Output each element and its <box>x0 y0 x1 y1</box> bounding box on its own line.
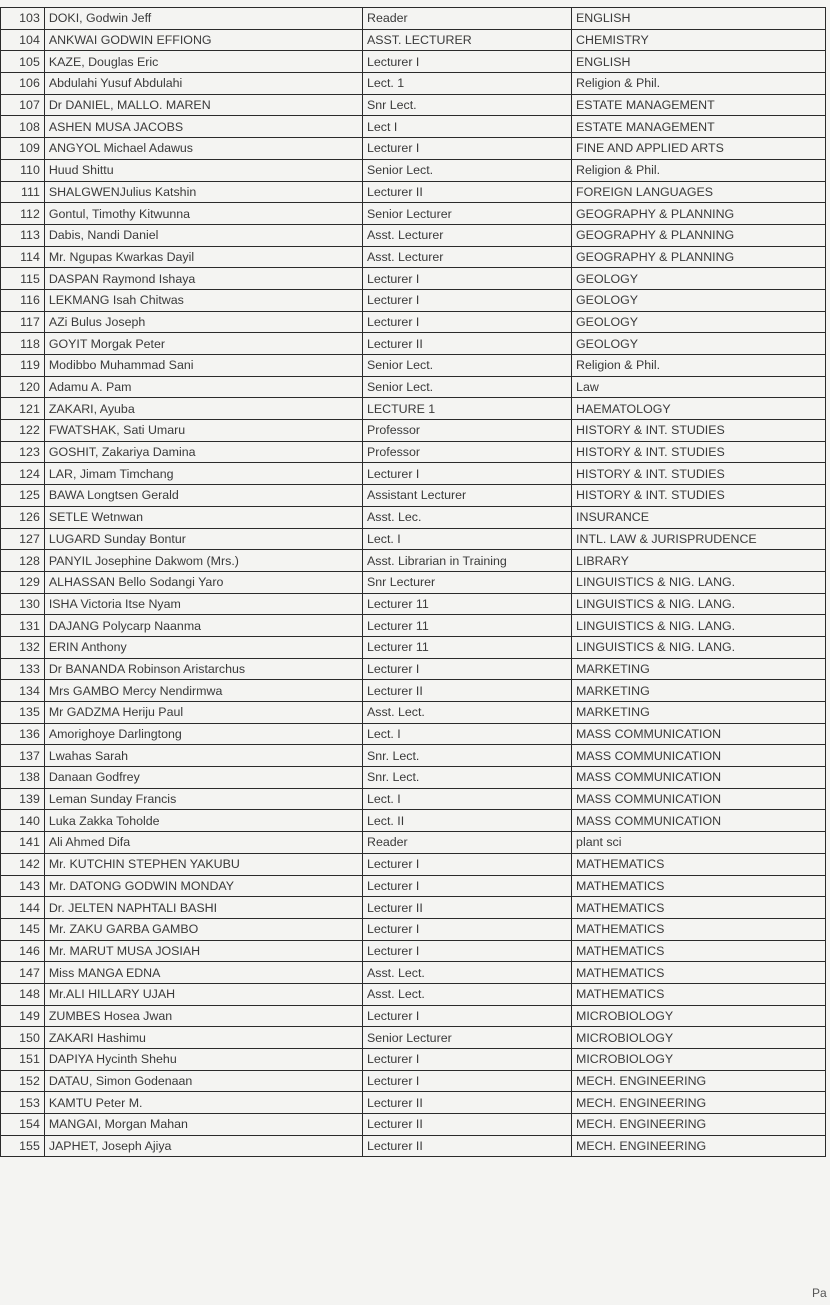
table-row <box>1 832 826 854</box>
table-row <box>1 897 826 919</box>
staff-name-cell: Mrs GAMBO Mercy Nendirmwa <box>44 680 362 702</box>
department-cell: MECH. ENGINEERING <box>572 1135 826 1157</box>
table-row <box>1 485 826 507</box>
rank-cell: Lecturer I <box>363 268 572 290</box>
serial-number-cell: 120 <box>1 376 45 398</box>
table-row <box>1 918 826 940</box>
table-row <box>1 875 826 897</box>
staff-name-cell: Lwahas Sarah <box>44 745 362 767</box>
rank-cell: Lecturer II <box>363 1135 572 1157</box>
rank-cell: Lecturer II <box>363 897 572 919</box>
table-row <box>1 983 826 1005</box>
staff-name-cell: Mr. ZAKU GARBA GAMBO <box>44 918 362 940</box>
table-row <box>1 441 826 463</box>
staff-name-cell: DOKI, Godwin Jeff <box>44 8 362 30</box>
table-row <box>1 289 826 311</box>
staff-name-cell: Miss MANGA EDNA <box>44 962 362 984</box>
table-row <box>1 398 826 420</box>
rank-cell: Lecturer I <box>363 1049 572 1071</box>
staff-name-cell: Danaan Godfrey <box>44 767 362 789</box>
department-cell: MICROBIOLOGY <box>572 1005 826 1027</box>
department-cell: HAEMATOLOGY <box>572 398 826 420</box>
rank-cell: Lecturer II <box>363 1092 572 1114</box>
staff-name-cell: SHALGWENJulius Katshin <box>44 181 362 203</box>
serial-number-cell: 137 <box>1 745 45 767</box>
staff-name-cell: DAPIYA Hycinth Shehu <box>44 1049 362 1071</box>
department-cell: MECH. ENGINEERING <box>572 1070 826 1092</box>
department-cell: MASS COMMUNICATION <box>572 723 826 745</box>
table-row <box>1 138 826 160</box>
table-row <box>1 29 826 51</box>
serial-number-cell: 125 <box>1 485 45 507</box>
table-row <box>1 1092 826 1114</box>
rank-cell: Reader <box>363 832 572 854</box>
rank-cell: Lect I <box>363 116 572 138</box>
department-cell: MATHEMATICS <box>572 940 826 962</box>
table-row <box>1 355 826 377</box>
department-cell: HISTORY & INT. STUDIES <box>572 441 826 463</box>
staff-name-cell: ZAKARI, Ayuba <box>44 398 362 420</box>
serial-number-cell: 112 <box>1 203 45 225</box>
serial-number-cell: 153 <box>1 1092 45 1114</box>
staff-name-cell: LUGARD Sunday Bontur <box>44 528 362 550</box>
staff-name-cell: MANGAI, Morgan Mahan <box>44 1114 362 1136</box>
department-cell: ESTATE MANAGEMENT <box>572 116 826 138</box>
rank-cell: Asst. Lecturer <box>363 246 572 268</box>
department-cell: MARKETING <box>572 680 826 702</box>
table-row <box>1 420 826 442</box>
serial-number-cell: 126 <box>1 506 45 528</box>
serial-number-cell: 133 <box>1 658 45 680</box>
staff-name-cell: SETLE Wetnwan <box>44 506 362 528</box>
staff-name-cell: Amorighoye Darlingtong <box>44 723 362 745</box>
serial-number-cell: 131 <box>1 615 45 637</box>
department-cell: plant sci <box>572 832 826 854</box>
staff-name-cell: Ali Ahmed Difa <box>44 832 362 854</box>
staff-name-cell: Modibbo Muhammad Sani <box>44 355 362 377</box>
serial-number-cell: 103 <box>1 8 45 30</box>
department-cell: INTL. LAW & JURISPRUDENCE <box>572 528 826 550</box>
staff-name-cell: FWATSHAK, Sati Umaru <box>44 420 362 442</box>
rank-cell: Professor <box>363 420 572 442</box>
table-row <box>1 73 826 95</box>
rank-cell: Snr. Lect. <box>363 745 572 767</box>
staff-name-cell: ERIN Anthony <box>44 636 362 658</box>
rank-cell: Lecturer 11 <box>363 636 572 658</box>
table-row <box>1 615 826 637</box>
staff-name-cell: Mr. Ngupas Kwarkas Dayil <box>44 246 362 268</box>
department-cell: MICROBIOLOGY <box>572 1027 826 1049</box>
rank-cell: Lecturer I <box>363 1005 572 1027</box>
department-cell: GEOLOGY <box>572 333 826 355</box>
rank-cell: Asst. Lect. <box>363 702 572 724</box>
rank-cell: Lecturer II <box>363 333 572 355</box>
serial-number-cell: 109 <box>1 138 45 160</box>
table-row <box>1 680 826 702</box>
department-cell: GEOGRAPHY & PLANNING <box>572 246 826 268</box>
serial-number-cell: 136 <box>1 723 45 745</box>
rank-cell: Snr Lecturer <box>363 571 572 593</box>
table-row <box>1 702 826 724</box>
serial-number-cell: 111 <box>1 181 45 203</box>
serial-number-cell: 135 <box>1 702 45 724</box>
department-cell: MATHEMATICS <box>572 962 826 984</box>
table-row <box>1 1005 826 1027</box>
rank-cell: Lecturer 11 <box>363 593 572 615</box>
rank-cell: Reader <box>363 8 572 30</box>
department-cell: GEOLOGY <box>572 268 826 290</box>
department-cell: INSURANCE <box>572 506 826 528</box>
department-cell: LINGUISTICS & NIG. LANG. <box>572 593 826 615</box>
serial-number-cell: 152 <box>1 1070 45 1092</box>
rank-cell: Lecturer I <box>363 289 572 311</box>
serial-number-cell: 149 <box>1 1005 45 1027</box>
department-cell: LINGUISTICS & NIG. LANG. <box>572 615 826 637</box>
staff-name-cell: GOSHIT, Zakariya Damina <box>44 441 362 463</box>
rank-cell: Lecturer I <box>363 311 572 333</box>
rank-cell: Lecturer 11 <box>363 615 572 637</box>
serial-number-cell: 150 <box>1 1027 45 1049</box>
staff-name-cell: ANGYOL Michael Adawus <box>44 138 362 160</box>
serial-number-cell: 108 <box>1 116 45 138</box>
serial-number-cell: 104 <box>1 29 45 51</box>
serial-number-cell: 130 <box>1 593 45 615</box>
serial-number-cell: 116 <box>1 289 45 311</box>
staff-name-cell: Dr DANIEL, MALLO. MAREN <box>44 94 362 116</box>
serial-number-cell: 117 <box>1 311 45 333</box>
table-row <box>1 810 826 832</box>
table-row <box>1 159 826 181</box>
serial-number-cell: 139 <box>1 788 45 810</box>
table-row <box>1 203 826 225</box>
rank-cell: LECTURE 1 <box>363 398 572 420</box>
serial-number-cell: 119 <box>1 355 45 377</box>
department-cell: Law <box>572 376 826 398</box>
serial-number-cell: 154 <box>1 1114 45 1136</box>
rank-cell: Snr Lect. <box>363 94 572 116</box>
rank-cell: Senior Lect. <box>363 355 572 377</box>
department-cell: Religion & Phil. <box>572 355 826 377</box>
rank-cell: Assistant Lecturer <box>363 485 572 507</box>
table-row <box>1 550 826 572</box>
rank-cell: Asst. Lecturer <box>363 224 572 246</box>
rank-cell: Lect. I <box>363 723 572 745</box>
serial-number-cell: 141 <box>1 832 45 854</box>
table-row <box>1 51 826 73</box>
table-row <box>1 636 826 658</box>
serial-number-cell: 143 <box>1 875 45 897</box>
staff-name-cell: ASHEN MUSA JACOBS <box>44 116 362 138</box>
rank-cell: Lecturer I <box>363 51 572 73</box>
serial-number-cell: 123 <box>1 441 45 463</box>
department-cell: LINGUISTICS & NIG. LANG. <box>572 636 826 658</box>
table-row <box>1 528 826 550</box>
department-cell: MASS COMMUNICATION <box>572 788 826 810</box>
department-cell: MARKETING <box>572 702 826 724</box>
staff-name-cell: Luka Zakka Toholde <box>44 810 362 832</box>
staff-table <box>0 7 826 1157</box>
department-cell: MATHEMATICS <box>572 897 826 919</box>
staff-name-cell: KAZE, Douglas Eric <box>44 51 362 73</box>
department-cell: GEOLOGY <box>572 311 826 333</box>
table-row <box>1 658 826 680</box>
staff-name-cell: Mr. DATONG GODWIN MONDAY <box>44 875 362 897</box>
department-cell: MARKETING <box>572 658 826 680</box>
department-cell: MATHEMATICS <box>572 983 826 1005</box>
department-cell: MATHEMATICS <box>572 918 826 940</box>
rank-cell: Senior Lect. <box>363 376 572 398</box>
staff-name-cell: Mr. KUTCHIN STEPHEN YAKUBU <box>44 853 362 875</box>
rank-cell: ASST. LECTURER <box>363 29 572 51</box>
department-cell: Religion & Phil. <box>572 73 826 95</box>
staff-name-cell: Dr. JELTEN NAPHTALI BASHI <box>44 897 362 919</box>
serial-number-cell: 122 <box>1 420 45 442</box>
serial-number-cell: 140 <box>1 810 45 832</box>
staff-name-cell: ANKWAI GODWIN EFFIONG <box>44 29 362 51</box>
serial-number-cell: 155 <box>1 1135 45 1157</box>
serial-number-cell: 121 <box>1 398 45 420</box>
serial-number-cell: 147 <box>1 962 45 984</box>
rank-cell: Lecturer I <box>363 658 572 680</box>
rank-cell: Lect. I <box>363 528 572 550</box>
staff-name-cell: Leman Sunday Francis <box>44 788 362 810</box>
rank-cell: Asst. Lect. <box>363 962 572 984</box>
page-label-fragment: Pa <box>812 1286 827 1300</box>
staff-name-cell: Huud Shittu <box>44 159 362 181</box>
serial-number-cell: 114 <box>1 246 45 268</box>
staff-name-cell: ZUMBES Hosea Jwan <box>44 1005 362 1027</box>
department-cell: MASS COMMUNICATION <box>572 745 826 767</box>
rank-cell: Lecturer II <box>363 680 572 702</box>
staff-name-cell: LEKMANG Isah Chitwas <box>44 289 362 311</box>
serial-number-cell: 127 <box>1 528 45 550</box>
table-row <box>1 311 826 333</box>
department-cell: CHEMISTRY <box>572 29 826 51</box>
staff-name-cell: Dr BANANDA Robinson Aristarchus <box>44 658 362 680</box>
table-row <box>1 463 826 485</box>
department-cell: FINE AND APPLIED ARTS <box>572 138 826 160</box>
department-cell: MATHEMATICS <box>572 875 826 897</box>
staff-name-cell: LAR, Jimam Timchang <box>44 463 362 485</box>
serial-number-cell: 148 <box>1 983 45 1005</box>
department-cell: MASS COMMUNICATION <box>572 810 826 832</box>
rank-cell: Professor <box>363 441 572 463</box>
serial-number-cell: 118 <box>1 333 45 355</box>
rank-cell: Senior Lect. <box>363 159 572 181</box>
department-cell: GEOGRAPHY & PLANNING <box>572 224 826 246</box>
table-row <box>1 376 826 398</box>
serial-number-cell: 142 <box>1 853 45 875</box>
table-row <box>1 962 826 984</box>
department-cell: MICROBIOLOGY <box>572 1049 826 1071</box>
table-row <box>1 940 826 962</box>
rank-cell: Lecturer II <box>363 1114 572 1136</box>
department-cell: GEOLOGY <box>572 289 826 311</box>
table-row <box>1 767 826 789</box>
serial-number-cell: 128 <box>1 550 45 572</box>
table-row <box>1 506 826 528</box>
rank-cell: Snr. Lect. <box>363 767 572 789</box>
staff-name-cell: Abdulahi Yusuf Abdulahi <box>44 73 362 95</box>
table-row <box>1 181 826 203</box>
staff-name-cell: Dabis, Nandi Daniel <box>44 224 362 246</box>
serial-number-cell: 107 <box>1 94 45 116</box>
table-row <box>1 94 826 116</box>
staff-name-cell: ALHASSAN Bello Sodangi Yaro <box>44 571 362 593</box>
rank-cell: Lecturer I <box>363 463 572 485</box>
rank-cell: Senior Lecturer <box>363 1027 572 1049</box>
staff-name-cell: PANYIL Josephine Dakwom (Mrs.) <box>44 550 362 572</box>
table-row <box>1 571 826 593</box>
serial-number-cell: 110 <box>1 159 45 181</box>
department-cell: ENGLISH <box>572 8 826 30</box>
serial-number-cell: 105 <box>1 51 45 73</box>
department-cell: MECH. ENGINEERING <box>572 1092 826 1114</box>
serial-number-cell: 151 <box>1 1049 45 1071</box>
staff-name-cell: BAWA Longtsen Gerald <box>44 485 362 507</box>
table-row <box>1 1070 826 1092</box>
serial-number-cell: 146 <box>1 940 45 962</box>
department-cell: GEOGRAPHY & PLANNING <box>572 203 826 225</box>
staff-name-cell: GOYIT Morgak Peter <box>44 333 362 355</box>
department-cell: HISTORY & INT. STUDIES <box>572 463 826 485</box>
staff-name-cell: Mr. MARUT MUSA JOSIAH <box>44 940 362 962</box>
department-cell: LINGUISTICS & NIG. LANG. <box>572 571 826 593</box>
rank-cell: Lecturer I <box>363 1070 572 1092</box>
staff-name-cell: DATAU, Simon Godenaan <box>44 1070 362 1092</box>
table-row <box>1 788 826 810</box>
staff-name-cell: KAMTU Peter M. <box>44 1092 362 1114</box>
staff-name-cell: Mr GADZMA Heriju Paul <box>44 702 362 724</box>
serial-number-cell: 145 <box>1 918 45 940</box>
table-row <box>1 723 826 745</box>
staff-name-cell: DAJANG Polycarp Naanma <box>44 615 362 637</box>
table-row <box>1 1049 826 1071</box>
table-row <box>1 593 826 615</box>
staff-name-cell: Mr.ALI HILLARY UJAH <box>44 983 362 1005</box>
rank-cell: Asst. Librarian in Training <box>363 550 572 572</box>
department-cell: Religion & Phil. <box>572 159 826 181</box>
staff-name-cell: ZAKARI Hashimu <box>44 1027 362 1049</box>
department-cell: MATHEMATICS <box>572 853 826 875</box>
serial-number-cell: 138 <box>1 767 45 789</box>
staff-name-cell: ISHA Victoria Itse Nyam <box>44 593 362 615</box>
rank-cell: Asst. Lect. <box>363 983 572 1005</box>
rank-cell: Lect. 1 <box>363 73 572 95</box>
department-cell: HISTORY & INT. STUDIES <box>572 485 826 507</box>
staff-name-cell: Adamu A. Pam <box>44 376 362 398</box>
rank-cell: Lecturer I <box>363 853 572 875</box>
staff-table-body <box>1 8 826 1157</box>
table-row <box>1 1114 826 1136</box>
rank-cell: Asst. Lec. <box>363 506 572 528</box>
table-row <box>1 246 826 268</box>
serial-number-cell: 134 <box>1 680 45 702</box>
table-row <box>1 8 826 30</box>
department-cell: HISTORY & INT. STUDIES <box>572 420 826 442</box>
department-cell: FOREIGN LANGUAGES <box>572 181 826 203</box>
department-cell: LIBRARY <box>572 550 826 572</box>
table-row <box>1 1135 826 1157</box>
department-cell: MASS COMMUNICATION <box>572 767 826 789</box>
serial-number-cell: 106 <box>1 73 45 95</box>
serial-number-cell: 113 <box>1 224 45 246</box>
table-row <box>1 745 826 767</box>
rank-cell: Lecturer I <box>363 138 572 160</box>
serial-number-cell: 124 <box>1 463 45 485</box>
rank-cell: Lecturer I <box>363 918 572 940</box>
table-row <box>1 853 826 875</box>
rank-cell: Lect. II <box>363 810 572 832</box>
rank-cell: Lect. I <box>363 788 572 810</box>
table-row <box>1 333 826 355</box>
rank-cell: Lecturer II <box>363 181 572 203</box>
serial-number-cell: 144 <box>1 897 45 919</box>
rank-cell: Senior Lecturer <box>363 203 572 225</box>
rank-cell: Lecturer I <box>363 875 572 897</box>
serial-number-cell: 132 <box>1 636 45 658</box>
staff-name-cell: JAPHET, Joseph Ajiya <box>44 1135 362 1157</box>
department-cell: ENGLISH <box>572 51 826 73</box>
table-row <box>1 116 826 138</box>
staff-name-cell: DASPAN Raymond Ishaya <box>44 268 362 290</box>
staff-name-cell: AZi Bulus Joseph <box>44 311 362 333</box>
table-row <box>1 224 826 246</box>
table-row <box>1 1027 826 1049</box>
rank-cell: Lecturer I <box>363 940 572 962</box>
department-cell: MECH. ENGINEERING <box>572 1114 826 1136</box>
department-cell: ESTATE MANAGEMENT <box>572 94 826 116</box>
serial-number-cell: 115 <box>1 268 45 290</box>
staff-name-cell: Gontul, Timothy Kitwunna <box>44 203 362 225</box>
table-row <box>1 268 826 290</box>
serial-number-cell: 129 <box>1 571 45 593</box>
